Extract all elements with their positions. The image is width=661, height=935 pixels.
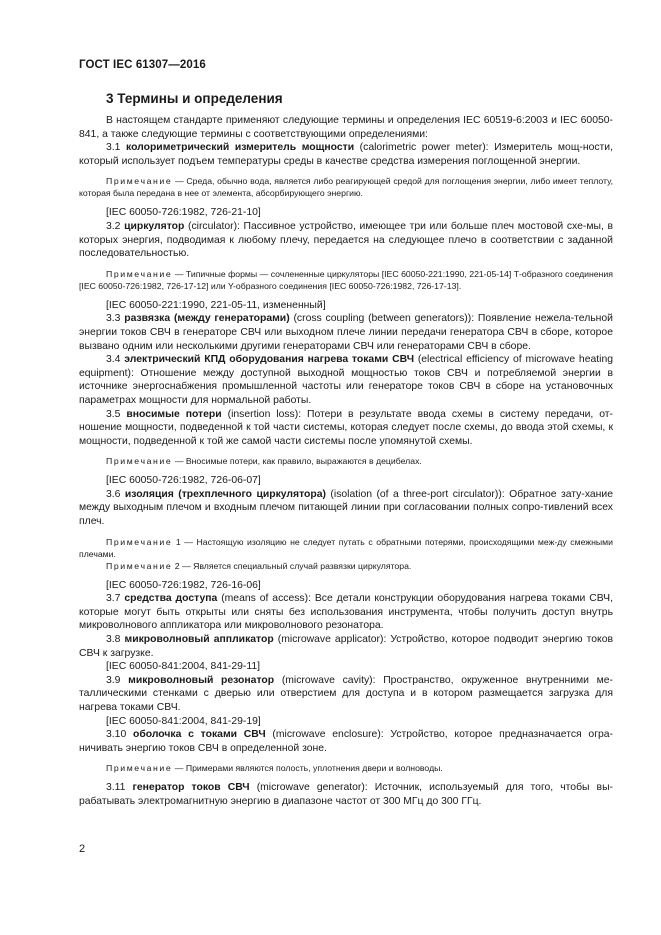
intro-paragraph: В настоящем стандарте применяют следующие термины и определения IEC 60519-6:2003 и IEC 60050-841, а также следующие термины с соответствующими определениями:	[79, 115, 613, 140]
term-3-5	[79, 408, 613, 449]
term-number: 3.8	[106, 634, 121, 646]
note-text: — Вносимые потери, как правило, выражаются в децибелах.	[174, 456, 422, 467]
note-label: Примечание	[106, 536, 173, 547]
term-name: средства доступа	[124, 593, 218, 605]
term-3-10	[79, 728, 613, 755]
term-3-11	[79, 781, 613, 808]
reference-3-5: [IEC 60050-726:1982, 726-06-07]	[106, 475, 261, 487]
page-number: 2	[79, 843, 86, 855]
term-definition: (electrical efficiency of microwave heating equipment): Отношение между доступной выходной мощностью токов СВЧ и потребляемой энергии в источнике энергоснабжения промышленной частоты или генераторе токов СВЧ в сборе на установочных параметрах мощности для нормальной работы.	[79, 354, 614, 406]
note-text: — Типичные формы — сочлененные циркуляторы [IEC 60050-221:1990, 221-05-14] Т-образного соединения [IEC 60050-726:1982, 726-17-12] или Y-образного соединения [IEC 60050-726:1982, 726-17-13].	[79, 268, 613, 291]
note-label: Примечание	[106, 560, 173, 571]
term-definition: (insertion loss): Потери в результате ввода схемы в систему передачи, от-ношение мощности, подведенной к той части системы, которая следует после схемы, до ввода этой схемы, к мощности, подведенной к той же самой части системы после упомянутой схемы.	[79, 408, 614, 447]
term-definition: (microwave applicator): Устройство, которое подводит энергию токов СВЧ к загрузке.	[79, 634, 614, 659]
note-text: — Среда, обычно вода, является либо реагирующей средой для поглощения энергии, либо имеет теплоту, которая была передана в нее от элемента, абсорбирующего энергию.	[79, 176, 613, 199]
term-name: микроволновый аппликатор	[124, 634, 274, 646]
term-number: 3.9	[106, 674, 121, 686]
term-number: 3.10	[106, 729, 127, 741]
term-definition: (circulator): Пассивное устройство, имеющее три или больше плеч мостовой схе-мы, в которых энергия, подводимая к любому плечу, передается на следующее плечо в соответствии с заданной последовательностью.	[79, 220, 613, 260]
note-label: Примечание	[106, 268, 173, 279]
term-number: 3.3	[106, 313, 121, 325]
term-3-4	[79, 353, 613, 407]
term-3-3	[79, 312, 613, 353]
term-definition: (isolation (of a three-port circulator)): Обратное зату-хание между выходным плечом и входным плечом питающей линии при согласовании полных сопро-тивлений всех плеч.	[79, 488, 614, 528]
note-3-6-1	[79, 536, 613, 560]
term-name: развязка (между генераторами)	[124, 313, 290, 325]
term-number: 3.11	[106, 782, 126, 794]
document-header: ГОСТ IEC 61307—2016	[79, 59, 206, 71]
term-number: 3.2	[106, 220, 121, 232]
note-3-10	[79, 762, 613, 774]
note-label: Примечание	[106, 176, 173, 187]
term-3-1	[79, 141, 613, 168]
reference-3-1: [IEC 60050-726:1982, 726-21-10]	[106, 207, 261, 219]
section-body	[79, 114, 613, 809]
term-number: 3.6	[106, 488, 121, 500]
term-name: циркулятор	[124, 220, 185, 232]
reference-3-2: [IEC 60050-221:1990, 221-05-11, измененный]	[106, 299, 326, 311]
section-title: 3 Термины и определения	[106, 91, 283, 106]
term-name: оболочка с токами СВЧ	[132, 729, 266, 741]
note-text: 2 — Является специальный случай развязки циркулятора.	[174, 560, 412, 571]
term-number: 3.1	[106, 142, 121, 154]
term-definition: (microwave generator): Источник, используемый для того, чтобы вы-рабатывать электромагнитную энергию в диапазоне частот от 300 МГц до 300 ГГц.	[79, 782, 614, 807]
note-text: — Примерами являются полость, уплотнения двери и волноводы.	[174, 763, 443, 774]
term-3-7	[79, 592, 613, 633]
reference-3-9: [IEC 60050-841:2004, 841-29-19]	[106, 715, 261, 727]
note-text: 1 — Настоящую изоляцию не следует путать с обратными потерями, происходящими меж-ду смежными плечами.	[79, 536, 613, 559]
term-name: микроволновый резонатор	[128, 674, 275, 686]
term-3-2	[79, 220, 613, 261]
reference-3-6: [IEC 60050-726:1982, 726-16-06]	[106, 579, 261, 591]
note-3-1	[79, 175, 613, 199]
term-definition: (calorimetric power meter): Измеритель мощ-ности, который использует подъем температуры среды в качестве средства измерения поглощенной энергии.	[79, 142, 614, 167]
term-definition: (cross coupling (between generators)): Появление нежела-тельной энергии токов СВЧ в генераторе СВЧ или выходном плече линии передачи генератора СВЧ в сборе, которое вызвано одним или несколькими другими генераторами СВЧ или генераторами СВЧ в сборе.	[79, 313, 613, 352]
term-3-9	[79, 674, 613, 715]
note-3-5	[79, 455, 613, 467]
term-name: вносимые потери	[126, 408, 222, 420]
term-3-6	[79, 488, 613, 529]
note-3-6-2	[79, 560, 613, 572]
term-name: генератор токов СВЧ	[132, 782, 250, 794]
reference-3-8: [IEC 60050-841:2004, 841-29-11]	[106, 661, 261, 673]
term-number: 3.5	[106, 408, 121, 420]
term-definition: (microwave cavity): Пространство, окруженное внутренними ме-таллическими стенками с дверью или отверстием для доступа и в котором размещается загрузка для нагрева токами СВЧ.	[79, 674, 614, 713]
term-name: электрический КПД оборудования нагрева токами СВЧ	[124, 354, 414, 366]
term-definition: (microwave enclosure): Устройство, которое предназначается огра-ничивать энергию токов СВЧ в определенной зоне.	[79, 729, 614, 754]
note-3-2	[79, 268, 613, 292]
term-number: 3.4	[106, 354, 121, 366]
note-label: Примечание	[106, 763, 173, 774]
note-label: Примечание	[106, 456, 173, 467]
term-name: изоляция (трехплечного циркулятора)	[124, 488, 326, 500]
term-name: колориметрический измеритель мощности	[126, 142, 355, 154]
term-definition: (means of access): Все детали конструкции оборудования нагрева токами СВЧ, которые могут быть открыты или сняты без использования инструмента, чтобы получить доступ внутрь микроволнового аппликатора или микроволнового резонатора.	[79, 593, 613, 632]
term-3-8	[79, 633, 613, 660]
term-number: 3.7	[106, 593, 121, 605]
